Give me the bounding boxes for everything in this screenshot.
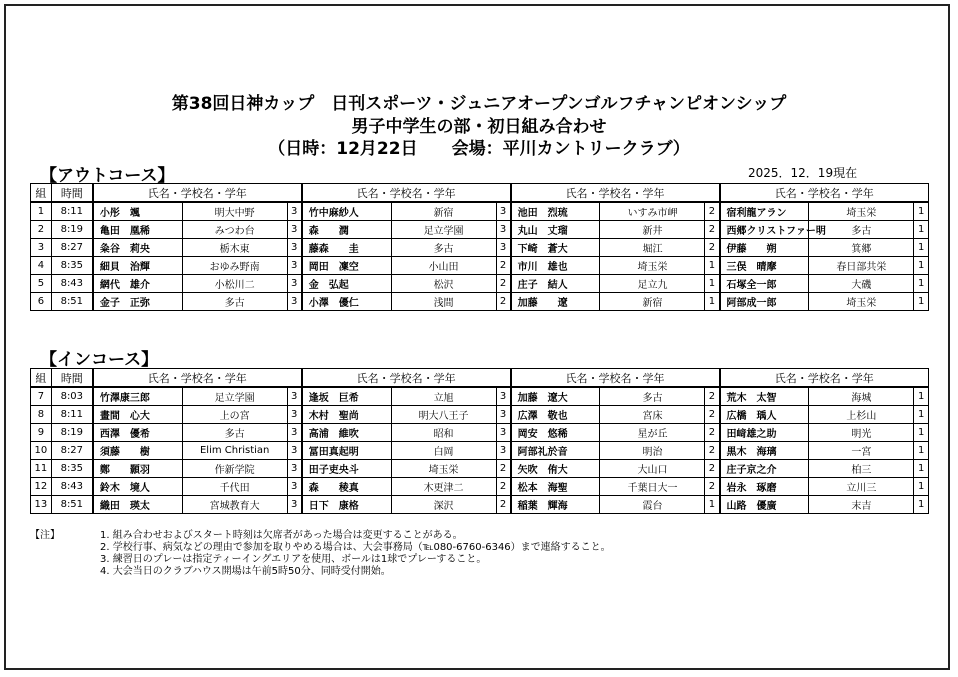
school-name: 埼玉栄 <box>391 460 496 478</box>
school-name: 箕郷 <box>809 239 914 257</box>
table-row <box>31 460 929 478</box>
notes-label: 【注】 <box>30 530 60 541</box>
tee-time: 8:43 <box>51 478 93 496</box>
player-name: 加藤 遼 <box>511 293 600 311</box>
header-group: 組 <box>31 369 52 388</box>
player-name: 丸山 丈瑠 <box>511 221 600 239</box>
grade: 1 <box>705 496 720 514</box>
table-row <box>31 293 929 311</box>
player-name: 矢吹 侑大 <box>511 460 600 478</box>
player-name: 竹中麻紗人 <box>302 202 391 221</box>
tee-time: 8:03 <box>51 387 93 406</box>
group-number: 6 <box>31 293 52 311</box>
grade: 3 <box>287 202 302 221</box>
grade: 2 <box>705 424 720 442</box>
header-group: 組 <box>31 184 52 203</box>
grade: 2 <box>496 257 511 275</box>
player-name: 竹澤康三郎 <box>93 387 182 406</box>
grade: 2 <box>496 460 511 478</box>
school-name: 上の宮 <box>182 406 287 424</box>
player-name: 冨田真起明 <box>302 442 391 460</box>
school-name: 多古 <box>600 387 705 406</box>
school-name: 大磯 <box>809 275 914 293</box>
school-name: 大山口 <box>600 460 705 478</box>
header-player: 氏名・学校名・学年 <box>511 184 720 203</box>
school-name: 多古 <box>391 239 496 257</box>
out-course-table <box>30 183 929 311</box>
table-row <box>31 257 929 275</box>
table-row <box>31 275 929 293</box>
grade: 3 <box>496 406 511 424</box>
table-row <box>31 406 929 424</box>
grade: 2 <box>705 460 720 478</box>
school-name: 明大八王子 <box>391 406 496 424</box>
grade: 1 <box>914 460 929 478</box>
player-name: 鄭 顥羽 <box>93 460 182 478</box>
school-name: 新井 <box>600 221 705 239</box>
grade: 3 <box>496 202 511 221</box>
school-name: 明大中野 <box>182 202 287 221</box>
group-number: 12 <box>31 478 52 496</box>
player-name: 岩永 琢磨 <box>720 478 809 496</box>
player-name: 荒木 太智 <box>720 387 809 406</box>
player-name: 庄子京之介 <box>720 460 809 478</box>
tee-time: 8:27 <box>51 239 93 257</box>
grade: 3 <box>287 460 302 478</box>
player-name: 西郷クリストファー明 <box>720 221 809 239</box>
player-name: 三俣 晴摩 <box>720 257 809 275</box>
school-name: 白岡 <box>391 442 496 460</box>
table-row <box>31 442 929 460</box>
grade: 2 <box>705 387 720 406</box>
grade: 3 <box>287 406 302 424</box>
grade: 1 <box>914 202 929 221</box>
table-row <box>31 239 929 257</box>
school-name: 堀江 <box>600 239 705 257</box>
grade: 3 <box>287 239 302 257</box>
tee-time: 8:11 <box>51 202 93 221</box>
grade: 2 <box>496 478 511 496</box>
school-name: いすみ市岬 <box>600 202 705 221</box>
school-name: 木更津二 <box>391 478 496 496</box>
grade: 3 <box>287 478 302 496</box>
grade: 1 <box>914 221 929 239</box>
header-player: 氏名・学校名・学年 <box>302 184 511 203</box>
school-name: 海城 <box>809 387 914 406</box>
grade: 3 <box>496 424 511 442</box>
header-time: 時間 <box>51 369 93 388</box>
player-name: 亀田 凰稀 <box>93 221 182 239</box>
group-number: 3 <box>31 239 52 257</box>
school-name: 栃木東 <box>182 239 287 257</box>
tee-time: 8:43 <box>51 275 93 293</box>
player-name: 伊藤 朔 <box>720 239 809 257</box>
player-name: 畫間 心大 <box>93 406 182 424</box>
school-name: 霞台 <box>600 496 705 514</box>
player-name: 田子吏央斗 <box>302 460 391 478</box>
player-name: 岡田 凜空 <box>302 257 391 275</box>
note-item: 4. 大会当日のクラブハウス開場は午前5時50分、同時受付開始。 <box>100 566 391 577</box>
player-name: 金子 正弥 <box>93 293 182 311</box>
school-name: みつわ台 <box>182 221 287 239</box>
player-name: 小彤 颯 <box>93 202 182 221</box>
group-number: 8 <box>31 406 52 424</box>
grade: 1 <box>914 442 929 460</box>
group-number: 1 <box>31 202 52 221</box>
grade: 2 <box>705 406 720 424</box>
school-name: 足立学園 <box>391 221 496 239</box>
school-name: 新宿 <box>600 293 705 311</box>
header-player: 氏名・学校名・学年 <box>511 369 720 388</box>
table-row <box>31 221 929 239</box>
group-number: 4 <box>31 257 52 275</box>
grade: 1 <box>914 406 929 424</box>
player-name: 木村 聖尚 <box>302 406 391 424</box>
tee-time: 8:51 <box>51 293 93 311</box>
in-course-heading: 【インコース】 <box>40 350 159 370</box>
player-name: 山路 優廣 <box>720 496 809 514</box>
player-name: 松本 海聖 <box>511 478 600 496</box>
player-name: 庄子 結人 <box>511 275 600 293</box>
player-name: 高浦 維吹 <box>302 424 391 442</box>
school-name: 多古 <box>809 221 914 239</box>
school-name: 星が丘 <box>600 424 705 442</box>
player-name: 森 潤 <box>302 221 391 239</box>
grade: 3 <box>287 221 302 239</box>
school-name: おゆみ野南 <box>182 257 287 275</box>
school-name: 松沢 <box>391 275 496 293</box>
grade: 2 <box>496 275 511 293</box>
note-item: 2. 学校行事、病気などの理由で参加を取りやめる場合は、大会事務局（℡080-6760-6346）まで連絡すること。 <box>100 542 611 553</box>
grade: 1 <box>914 275 929 293</box>
school-name: 昭和 <box>391 424 496 442</box>
title-line-1: 第38回日神カップ 日刊スポーツ・ジュニアオープンゴルフチャンピオンシップ <box>171 94 787 114</box>
school-name: 足立学園 <box>182 387 287 406</box>
note-item: 1. 組み合わせおよびスタート時刻は欠席者があった場合は変更することがある。 <box>100 530 463 541</box>
school-name: 立川三 <box>809 478 914 496</box>
header-player: 氏名・学校名・学年 <box>302 369 511 388</box>
player-name: 広橋 瑀人 <box>720 406 809 424</box>
table-row <box>31 478 929 496</box>
header-player: 氏名・学校名・学年 <box>93 184 302 203</box>
school-name: 深沢 <box>391 496 496 514</box>
tee-time: 8:19 <box>51 424 93 442</box>
player-name: 岡安 悠稀 <box>511 424 600 442</box>
school-name: 宮城教育大 <box>182 496 287 514</box>
tee-time: 8:19 <box>51 221 93 239</box>
grade: 2 <box>705 478 720 496</box>
player-name: 西澤 優希 <box>93 424 182 442</box>
grade: 1 <box>705 293 720 311</box>
player-name: 石塚全一郎 <box>720 275 809 293</box>
school-name: 多古 <box>182 293 287 311</box>
group-number: 7 <box>31 387 52 406</box>
group-number: 11 <box>31 460 52 478</box>
player-name: 藤森 圭 <box>302 239 391 257</box>
group-number: 9 <box>31 424 52 442</box>
table-row <box>31 202 929 221</box>
table-row <box>31 424 929 442</box>
player-name: 細貝 治輝 <box>93 257 182 275</box>
player-name: 森 稜真 <box>302 478 391 496</box>
tee-time: 8:35 <box>51 257 93 275</box>
school-name: 宮床 <box>600 406 705 424</box>
header-player: 氏名・学校名・学年 <box>93 369 302 388</box>
table-row <box>31 496 929 514</box>
player-name: 逢坂 巨希 <box>302 387 391 406</box>
player-name: 黒木 海璃 <box>720 442 809 460</box>
school-name: 柏三 <box>809 460 914 478</box>
grade: 1 <box>914 293 929 311</box>
player-name: 鈴木 境人 <box>93 478 182 496</box>
out-course-heading: 【アウトコース】 <box>40 166 175 186</box>
grade: 3 <box>496 387 511 406</box>
grade: 3 <box>287 275 302 293</box>
group-number: 10 <box>31 442 52 460</box>
grade: 2 <box>705 239 720 257</box>
tee-time: 8:51 <box>51 496 93 514</box>
player-name: 宿利龍アラン <box>720 202 809 221</box>
school-name: 埼玉栄 <box>809 202 914 221</box>
grade: 2 <box>496 496 511 514</box>
grade: 2 <box>496 293 511 311</box>
player-name: 市川 雄也 <box>511 257 600 275</box>
school-name: 明光 <box>809 424 914 442</box>
school-name: 小松川二 <box>182 275 287 293</box>
player-name: 稲葉 輝海 <box>511 496 600 514</box>
school-name: 埼玉栄 <box>809 293 914 311</box>
grade: 3 <box>496 221 511 239</box>
school-name: 立旭 <box>391 387 496 406</box>
player-name: 下崎 蒼大 <box>511 239 600 257</box>
school-name: 上杉山 <box>809 406 914 424</box>
grade: 3 <box>287 424 302 442</box>
tee-time: 8:35 <box>51 460 93 478</box>
grade: 3 <box>496 442 511 460</box>
grade: 1 <box>914 239 929 257</box>
school-name: 多古 <box>182 424 287 442</box>
player-name: 小澤 優仁 <box>302 293 391 311</box>
school-name: 春日部共栄 <box>809 257 914 275</box>
as-of-date: 2025．12．19現在 <box>748 166 858 180</box>
table-row <box>31 387 929 406</box>
notes-list <box>100 530 611 578</box>
grade: 3 <box>287 442 302 460</box>
group-number: 2 <box>31 221 52 239</box>
grade: 3 <box>287 496 302 514</box>
grade: 3 <box>287 387 302 406</box>
player-name: 金 弘起 <box>302 275 391 293</box>
group-number: 13 <box>31 496 52 514</box>
grade: 1 <box>914 478 929 496</box>
player-name: 粂谷 莉央 <box>93 239 182 257</box>
player-name: 網代 雄介 <box>93 275 182 293</box>
player-name: 須藤 樹 <box>93 442 182 460</box>
title-line-2: 男子中学生の部・初日組み合わせ <box>351 117 607 137</box>
grade: 3 <box>287 257 302 275</box>
player-name: 広澤 敬也 <box>511 406 600 424</box>
school-name: 一宮 <box>809 442 914 460</box>
grade: 1 <box>705 257 720 275</box>
grade: 1 <box>914 496 929 514</box>
player-name: 田﨑雄之助 <box>720 424 809 442</box>
header-player: 氏名・学校名・学年 <box>720 369 929 388</box>
school-name: 埼玉栄 <box>600 257 705 275</box>
school-name: 作新学院 <box>182 460 287 478</box>
grade: 3 <box>496 239 511 257</box>
player-name: 日下 康格 <box>302 496 391 514</box>
grade: 3 <box>287 293 302 311</box>
header-player: 氏名・学校名・学年 <box>720 184 929 203</box>
school-name: 足立九 <box>600 275 705 293</box>
school-name: 新宿 <box>391 202 496 221</box>
grade: 1 <box>914 387 929 406</box>
grade: 1 <box>914 424 929 442</box>
note-item: 3. 練習日のプレーは指定ティーイングエリアを使用、ボールは1球でプレーすること。 <box>100 554 487 565</box>
group-number: 5 <box>31 275 52 293</box>
tee-time: 8:27 <box>51 442 93 460</box>
school-name: 千代田 <box>182 478 287 496</box>
header-row <box>31 369 929 388</box>
grade: 2 <box>705 442 720 460</box>
tee-time: 8:11 <box>51 406 93 424</box>
header-time: 時間 <box>51 184 93 203</box>
grade: 2 <box>705 221 720 239</box>
school-name: 浅間 <box>391 293 496 311</box>
grade: 2 <box>705 202 720 221</box>
player-name: 阿部礼於音 <box>511 442 600 460</box>
player-name: 織田 瑛太 <box>93 496 182 514</box>
school-name: 明治 <box>600 442 705 460</box>
grade: 1 <box>705 275 720 293</box>
title-line-3: （日時：12月22日 会場：平川カントリークラブ） <box>268 139 690 159</box>
player-name: 池田 烈琉 <box>511 202 600 221</box>
school-name: Elim Christian <box>182 442 287 460</box>
school-name: 末吉 <box>809 496 914 514</box>
header-row <box>31 184 929 203</box>
school-name: 千葉日大一 <box>600 478 705 496</box>
grade: 1 <box>914 257 929 275</box>
player-name: 阿部成一郎 <box>720 293 809 311</box>
in-course-table <box>30 368 929 514</box>
school-name: 小山田 <box>391 257 496 275</box>
player-name: 加藤 遼大 <box>511 387 600 406</box>
